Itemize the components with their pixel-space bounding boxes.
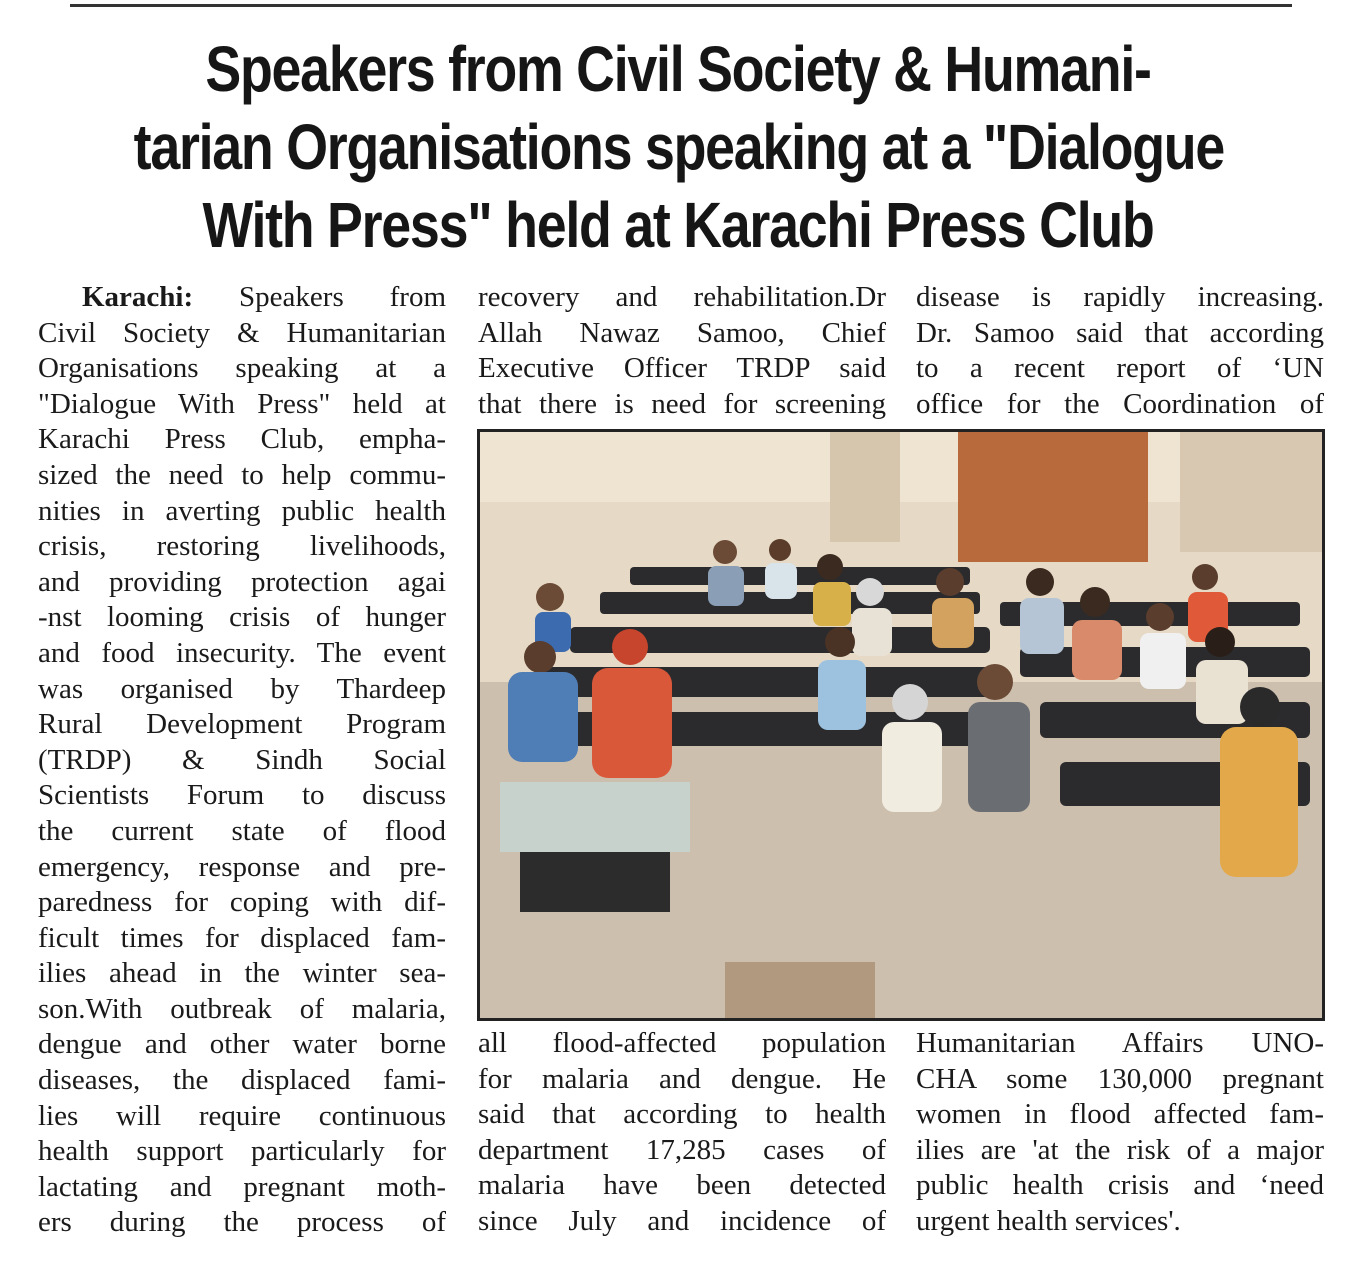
article-line: ilies ahead in the winter sea- [38, 957, 446, 990]
event-photo [477, 429, 1325, 1021]
article-line: that there is need for screening [478, 387, 886, 420]
article-column-3-top [916, 280, 1324, 422]
article-line: diseases, the displaced fami- [38, 1064, 446, 1097]
article-line: Executive Officer TRDP said [478, 352, 886, 385]
article-line: Humanitarian Affairs UNO- [916, 1027, 1324, 1059]
article-line: was organised by Thardeep [38, 672, 446, 705]
article-column-2-bottom [478, 1026, 886, 1240]
article-line: (TRDP) & Sindh Social [38, 743, 446, 776]
article-line: for malaria and dengue. He [478, 1062, 886, 1095]
article-line: paredness for coping with dif- [38, 886, 446, 919]
article-line: dengue and other water borne [38, 1028, 446, 1061]
article-line: nities in averting public health [38, 494, 446, 527]
article-column-2-top [478, 280, 886, 422]
article-line: all flood-affected population [478, 1027, 886, 1059]
article-line: to a recent report of ‘UN [916, 352, 1324, 385]
article-line: Organisations speaking at a [38, 352, 446, 385]
article-line: ers during the process of [38, 1206, 446, 1239]
headline [134, 30, 1223, 264]
article-line: Allah Nawaz Samoo, Chief [478, 316, 886, 349]
article-line: women in flood affected fam- [916, 1098, 1324, 1131]
article-line: lies will require continuous [38, 1099, 446, 1132]
headline-line-1: Speakers from Civil Society & Humani- [205, 33, 1151, 105]
headline-line-3: With Press" held at Karachi Press Club [202, 189, 1154, 261]
event-photo-illustration [480, 432, 1322, 1018]
article-line: department 17,285 cases of [478, 1133, 886, 1166]
article-line: urgent health services'. [916, 1204, 1181, 1237]
article-line: Dr. Samoo said that according [916, 316, 1324, 349]
photo-table-base [520, 852, 670, 912]
article-line: emergency, response and pre- [38, 850, 446, 883]
article-line: and food insecurity. The event [38, 636, 446, 669]
article-line: ficult times for displaced fam- [38, 921, 446, 954]
top-rule [70, 4, 1292, 7]
article-line: Scientists Forum to discuss [38, 779, 446, 812]
photo-glass-table [500, 782, 690, 852]
article-line: recovery and rehabilitation.Dr [478, 281, 886, 313]
article-line: crisis, restoring livelihoods, [38, 530, 446, 563]
article-line: lactating and pregnant moth- [38, 1170, 446, 1203]
dateline: Karachi: [82, 281, 194, 313]
article-line: health support particularly for [38, 1135, 446, 1168]
article-line: the current state of flood [38, 814, 446, 847]
article-line: malaria have been detected [478, 1169, 886, 1202]
article-line: office for the Coordination of [916, 387, 1324, 420]
article-line: Rural Development Program [38, 708, 446, 741]
photo-wood-panel [958, 432, 1148, 562]
article-line: sized the need to help commu- [38, 458, 446, 491]
article-line: disease is rapidly increasing. [916, 281, 1324, 313]
article-line: said that according to health [478, 1098, 886, 1131]
article-line: Civil Society & Humanitarian [38, 316, 446, 349]
article-line: "Dialogue With Press" held at [38, 387, 446, 420]
headline-line-2: tarian Organisations speaking at a "Dialogue [133, 111, 1225, 183]
article-column-3-bottom [916, 1026, 1324, 1240]
article-line: son.With outbreak of malaria, [38, 992, 446, 1025]
article-line: CHA some 130,000 pregnant [916, 1062, 1324, 1095]
article-line: Karachi Press Club, empha- [38, 423, 446, 456]
photo-pillar [830, 432, 900, 542]
article-line: public health crisis and ‘need [916, 1169, 1324, 1202]
article-column-1 [38, 280, 446, 1241]
photo-rug [725, 962, 875, 1018]
article-line: and providing protection agai [38, 565, 446, 598]
article-line: ilies are 'at the risk of a major [916, 1133, 1324, 1166]
photo-side-wall [1180, 432, 1322, 552]
article-line: Karachi: Speakers from [82, 281, 446, 313]
article-line: -nst looming crisis of hunger [38, 601, 446, 634]
article-line: since July and incidence of [478, 1204, 886, 1237]
